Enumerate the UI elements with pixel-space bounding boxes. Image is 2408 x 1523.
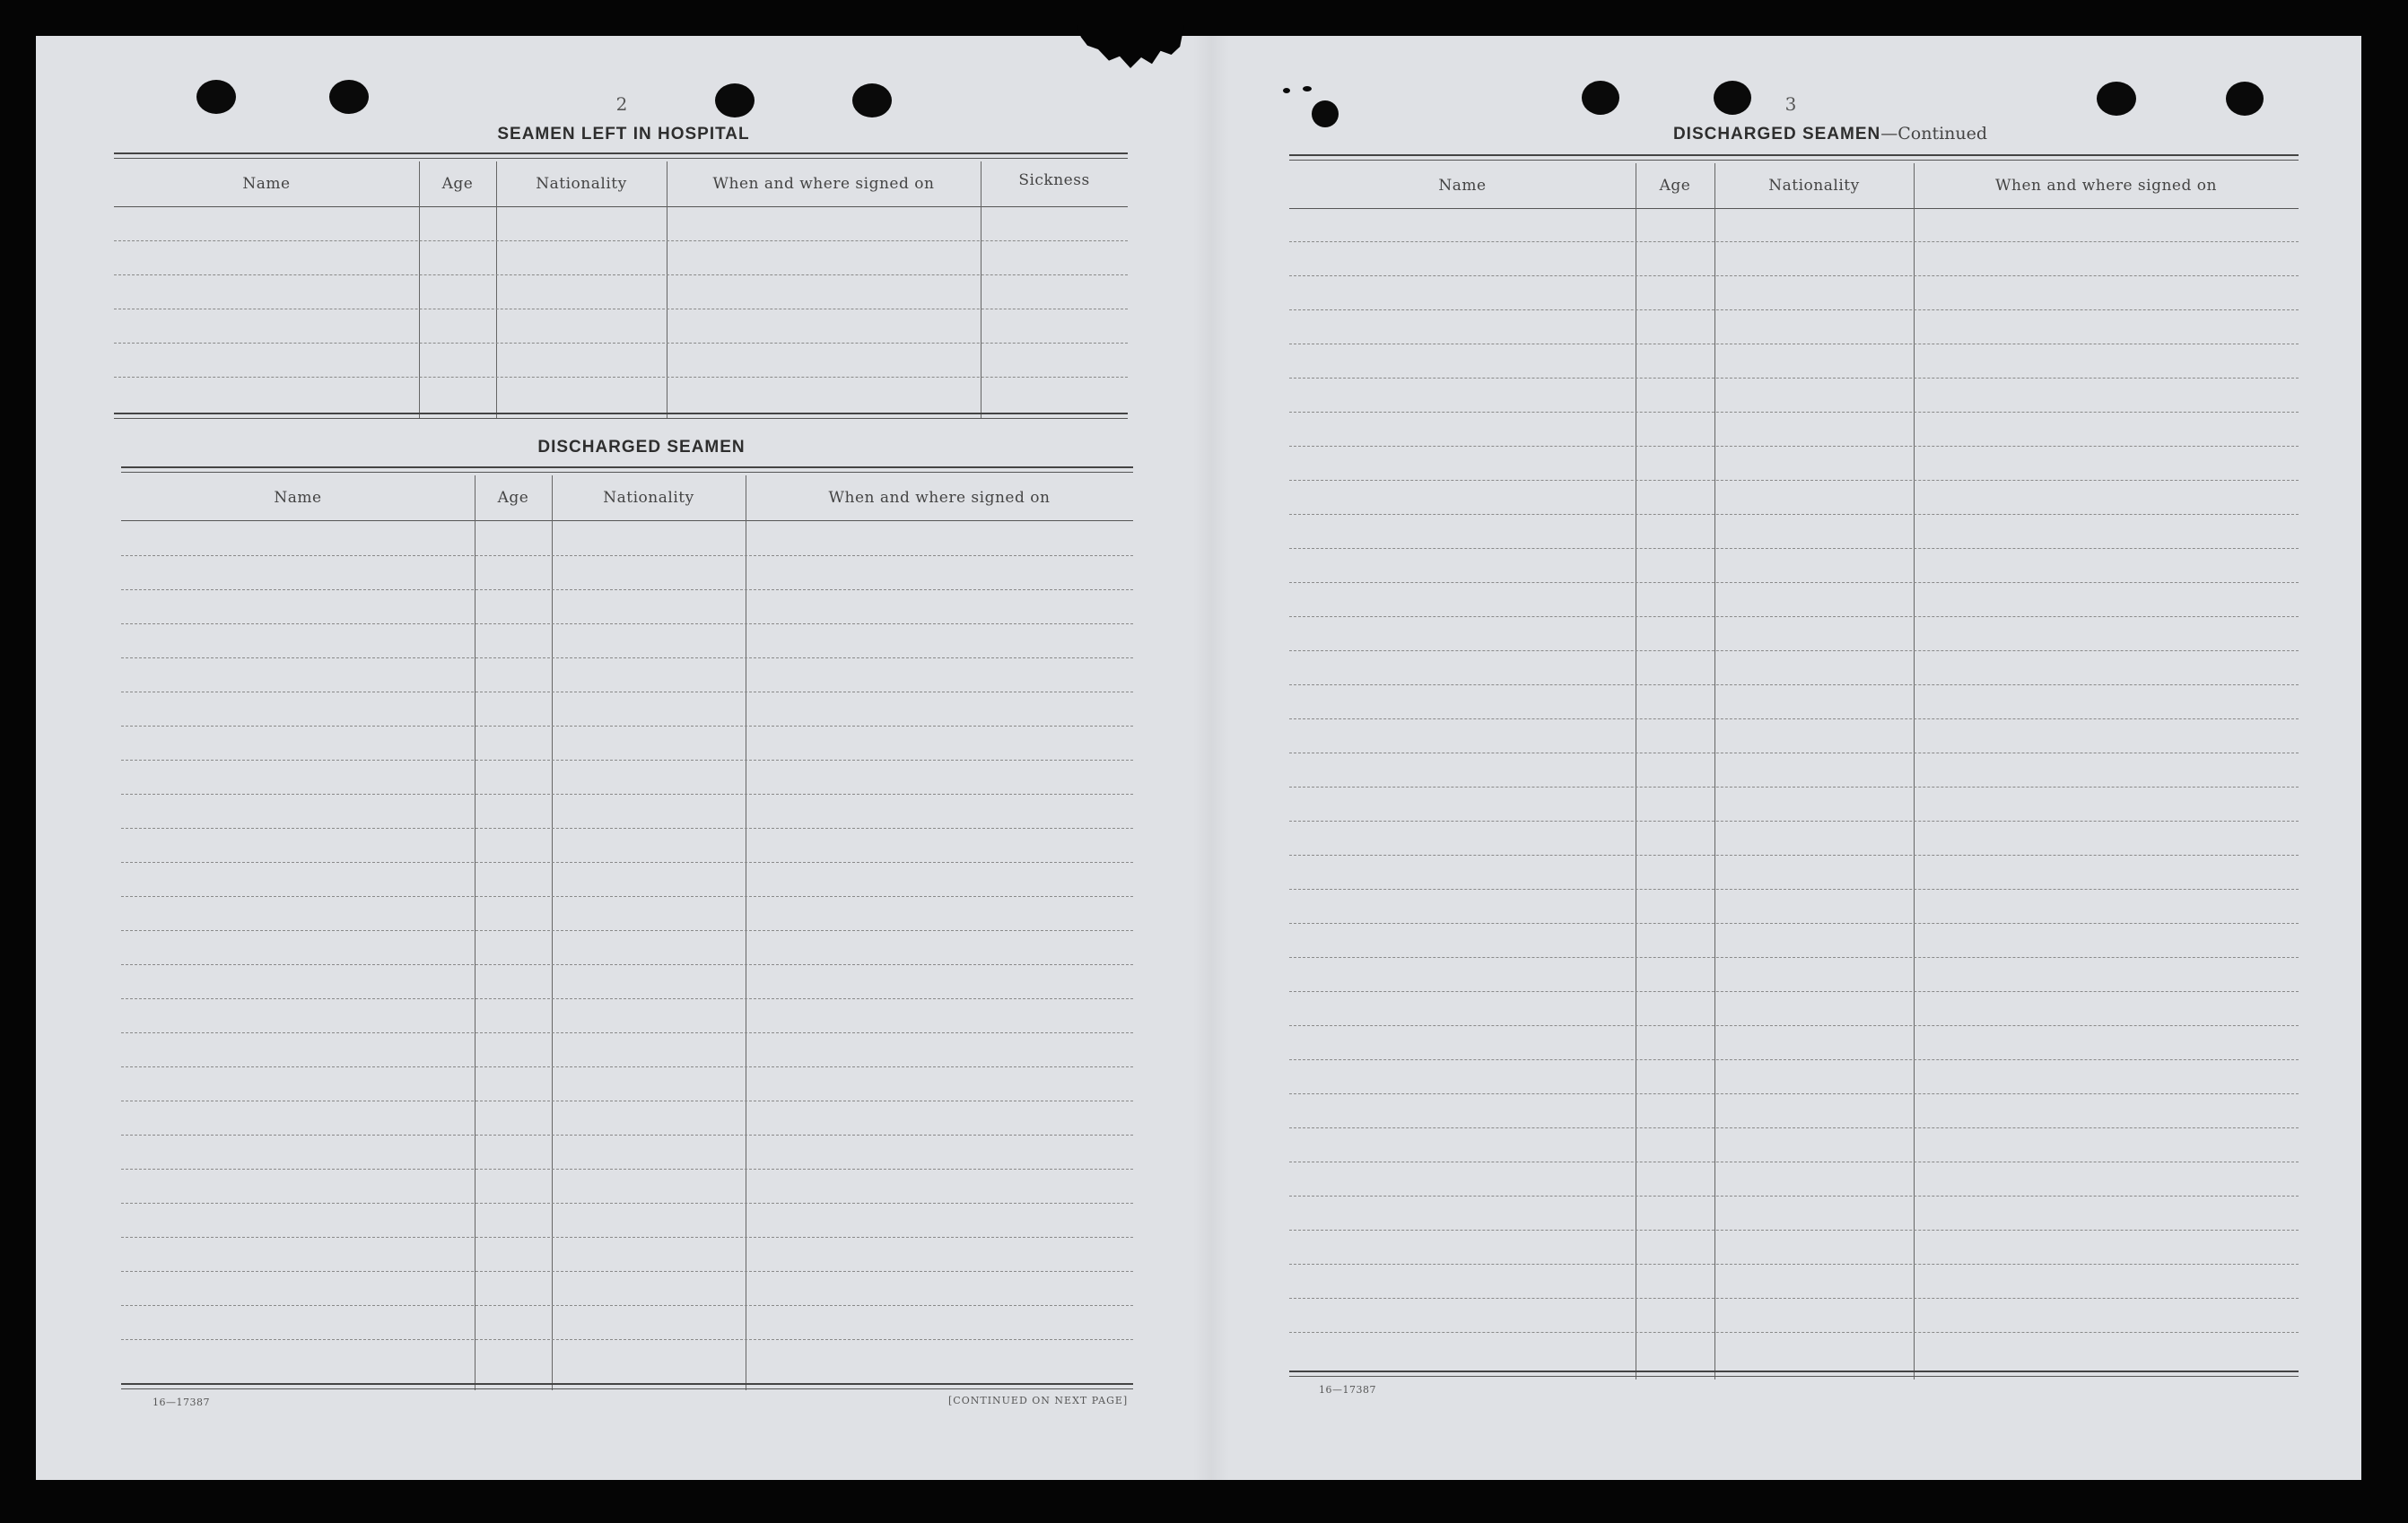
entry-line <box>121 828 1133 829</box>
column-divider <box>419 161 420 418</box>
entry-line <box>1289 446 2299 447</box>
column-header-sickness: Sickness <box>1018 171 1090 189</box>
entry-line <box>121 964 1133 965</box>
table-top-rule <box>114 152 1128 159</box>
entry-line <box>121 862 1133 863</box>
punch-hole <box>196 80 236 114</box>
entry-line <box>1289 684 2299 685</box>
column-divider <box>1714 163 1715 1379</box>
entry-line <box>1289 514 2299 515</box>
entry-line <box>1289 855 2299 856</box>
entry-line <box>1289 718 2299 719</box>
entry-line <box>121 1032 1133 1033</box>
punch-hole <box>2226 82 2264 116</box>
section-title-text: DISCHARGED SEAMEN <box>1672 125 1881 144</box>
entry-line <box>121 1203 1133 1204</box>
column-header-nationality: Nationality <box>603 489 694 507</box>
punch-hole <box>1582 81 1619 115</box>
column-header-nationality: Nationality <box>1768 177 1860 195</box>
form-number: 16—17387 <box>1319 1384 1376 1396</box>
column-divider <box>496 161 497 418</box>
page-number: 2 <box>615 93 628 115</box>
entry-line <box>1289 1230 2299 1231</box>
column-divider <box>1914 163 1915 1379</box>
entry-line <box>121 589 1133 590</box>
section-title-discharged: DISCHARGED SEAMEN <box>537 438 746 457</box>
continued-note: [CONTINUED ON NEXT PAGE] <box>948 1395 1129 1406</box>
scan-speck <box>1303 86 1312 91</box>
entry-line <box>121 1135 1133 1136</box>
entry-line <box>121 896 1133 897</box>
table-top-rule <box>121 466 1133 473</box>
entry-line <box>1289 1025 2299 1026</box>
column-header-signed-on: When and where signed on <box>1995 177 2217 195</box>
hospital-table <box>114 152 1128 418</box>
entry-line <box>1289 241 2299 242</box>
entry-line <box>121 726 1133 727</box>
discharged-continued-table <box>1289 154 2299 1379</box>
entry-line <box>1289 1196 2299 1197</box>
entry-line <box>1289 923 2299 924</box>
entry-line <box>121 1237 1133 1238</box>
entry-line <box>1289 1127 2299 1128</box>
entry-line <box>114 240 1128 241</box>
entry-line <box>114 274 1128 275</box>
section-title-hospital: SEAMEN LEFT IN HOSPITAL <box>497 125 750 144</box>
entry-line <box>1289 309 2299 310</box>
section-title-suffix: —Continued <box>1880 124 1988 144</box>
entry-line <box>121 1169 1133 1170</box>
entry-line <box>1289 412 2299 413</box>
column-header-signed-on: When and where signed on <box>828 489 1051 507</box>
column-divider <box>981 161 982 418</box>
form-number: 16—17387 <box>153 1397 210 1408</box>
page-number: 3 <box>1784 93 1797 115</box>
entry-line <box>1289 548 2299 549</box>
column-header-age: Age <box>497 489 529 507</box>
entry-line <box>1289 582 2299 583</box>
entry-line <box>121 1339 1133 1340</box>
entry-line <box>121 623 1133 624</box>
entry-line <box>1289 821 2299 822</box>
column-header-name: Name <box>1438 177 1487 195</box>
entry-line <box>114 343 1128 344</box>
entry-line <box>1289 1264 2299 1265</box>
entry-line <box>121 657 1133 658</box>
table-header <box>1289 163 2299 209</box>
punch-hole <box>852 83 892 117</box>
entry-line <box>121 1066 1133 1067</box>
entry-line <box>1289 889 2299 890</box>
entry-line <box>1289 1298 2299 1299</box>
entry-line <box>1289 480 2299 481</box>
entry-line <box>121 1305 1133 1306</box>
table-bottom-rule <box>114 413 1128 419</box>
column-header-name: Name <box>242 175 291 193</box>
entry-line <box>114 377 1128 378</box>
page-spine <box>1193 36 1229 1480</box>
entry-line <box>121 930 1133 931</box>
entry-line <box>121 998 1133 999</box>
entry-line <box>1289 616 2299 617</box>
column-header-name: Name <box>274 489 322 507</box>
entry-line <box>1289 787 2299 788</box>
table-header <box>114 161 1128 207</box>
column-header-age: Age <box>441 175 474 193</box>
entry-line <box>1289 378 2299 379</box>
punch-hole <box>1714 81 1751 115</box>
column-divider <box>552 475 553 1390</box>
column-header-nationality: Nationality <box>536 175 627 193</box>
scan-speck <box>1312 100 1339 127</box>
punch-hole <box>715 83 755 117</box>
entry-line <box>121 1271 1133 1272</box>
punch-hole <box>329 80 369 114</box>
section-title-discharged-continued <box>1525 124 2135 144</box>
punch-hole <box>2097 82 2136 116</box>
entry-line <box>1289 1332 2299 1333</box>
table-header <box>121 475 1133 521</box>
entry-line <box>1289 1059 2299 1060</box>
table-bottom-rule <box>121 1383 1133 1389</box>
entry-line <box>1289 1093 2299 1094</box>
entry-line <box>121 760 1133 761</box>
discharged-table <box>121 466 1133 1390</box>
entry-line <box>1289 957 2299 958</box>
entry-line <box>1289 991 2299 992</box>
table-bottom-rule <box>1289 1371 2299 1377</box>
entry-line <box>121 794 1133 795</box>
entry-line <box>1289 275 2299 276</box>
scan-speck <box>1283 88 1290 93</box>
table-top-rule <box>1289 154 2299 161</box>
column-header-age: Age <box>1659 177 1691 195</box>
column-header-signed-on: When and where signed on <box>712 175 935 193</box>
entry-line <box>121 555 1133 556</box>
entry-line <box>1289 650 2299 651</box>
